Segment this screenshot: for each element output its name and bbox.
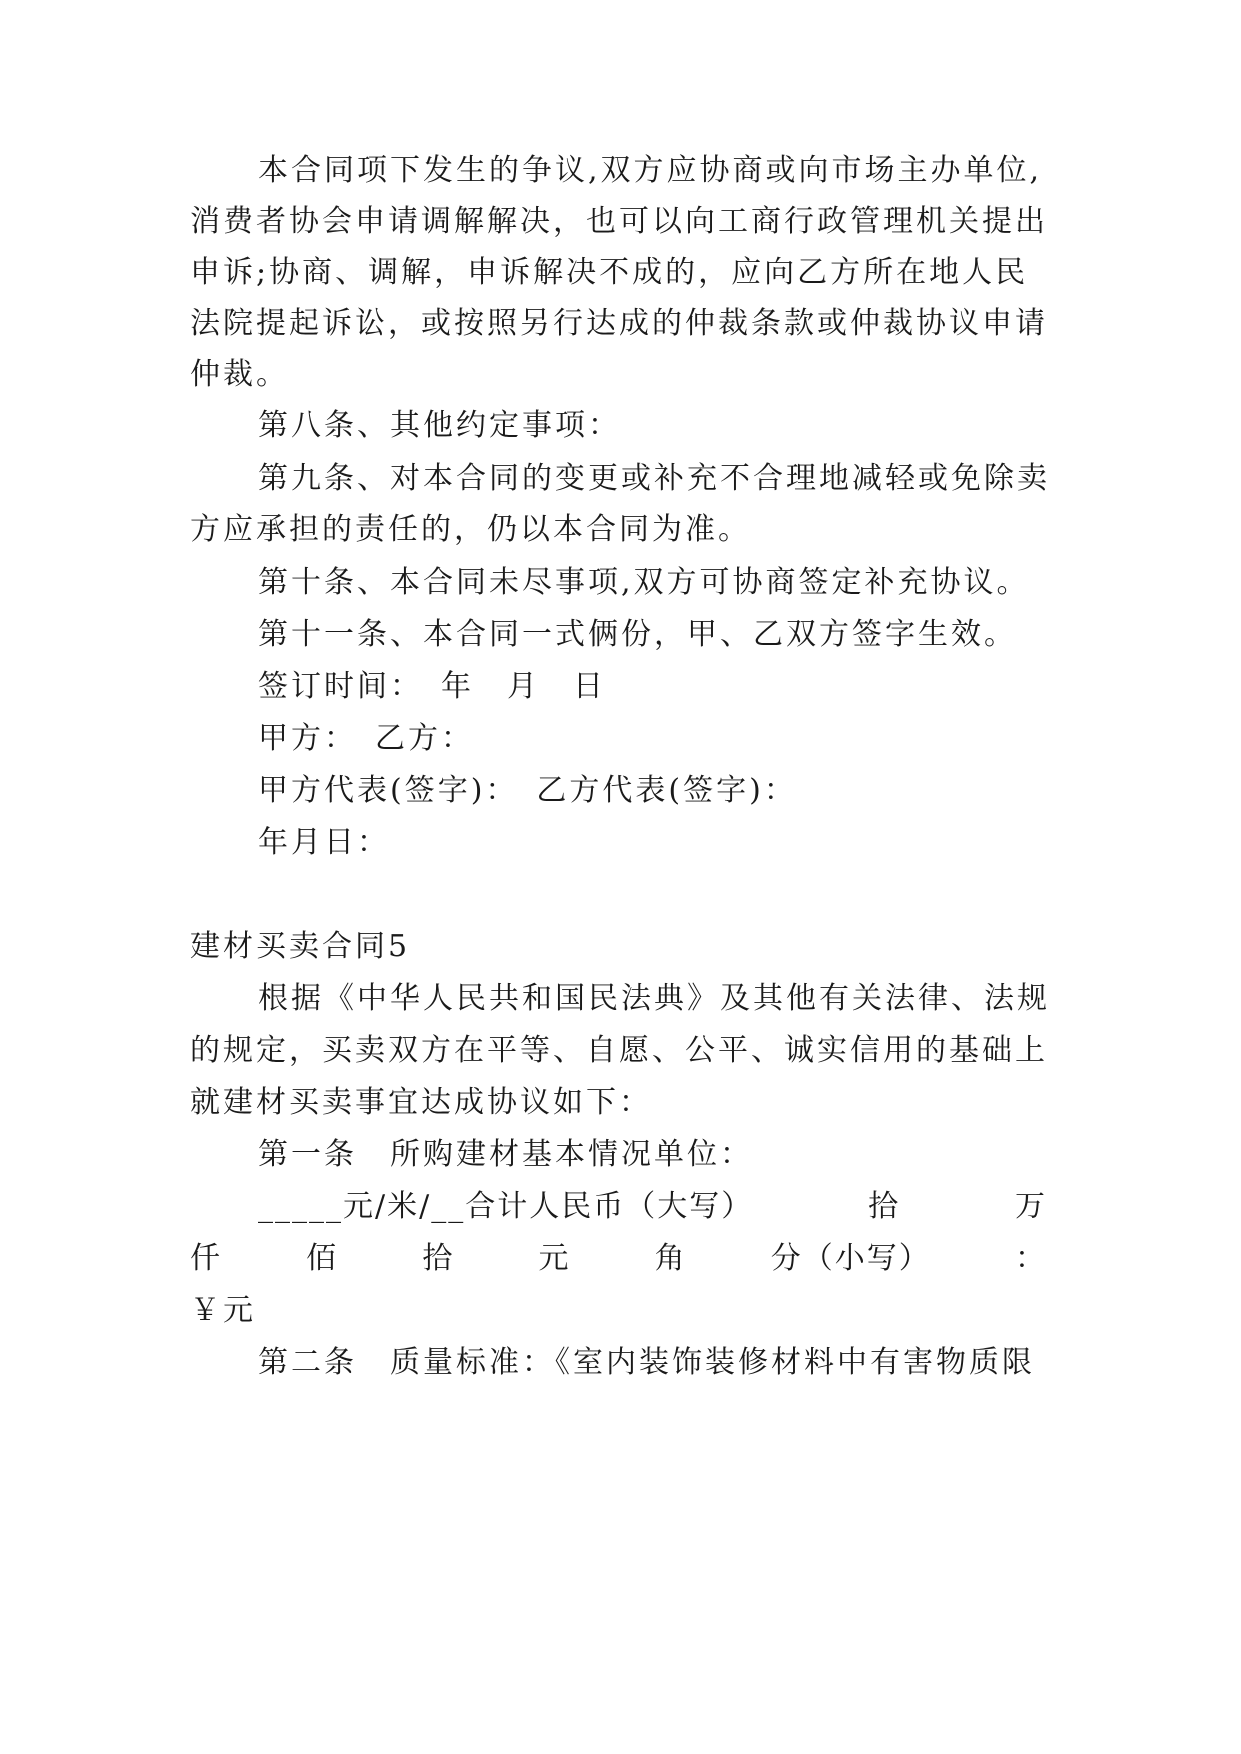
clause-1-heading: 第一条 所购建材基本情况单位：: [258, 1137, 753, 1172]
price-line-3: ￥元: [190, 1293, 256, 1328]
preamble-line-2: 的规定，买卖双方在平等、自愿、公平、诚实信用的基础上: [190, 1033, 1048, 1068]
paragraph-dispute-line-2: 消费者协会申请调解解决，也可以向工商行政管理机关提出: [190, 204, 1048, 239]
article-10: 第十条、本合同未尽事项,双方可协商签定补充协议。: [258, 565, 1030, 600]
article-8: 第八条、其他约定事项：: [258, 408, 621, 443]
price-line-2-jiao: 角: [654, 1241, 687, 1276]
signing-time: 签订时间： 年 月 日: [258, 669, 606, 704]
preamble-line-3: 就建材买卖事宜达成协议如下：: [190, 1085, 652, 1120]
paragraph-dispute-line-1: 本合同项下发生的争议,双方应协商或向市场主办单位,: [258, 153, 1043, 188]
price-line-2-qian: 仟: [190, 1241, 222, 1276]
paragraph-dispute-line-3: 申诉;协商、调解，申诉解决不成的，应向乙方所在地人民: [190, 255, 1029, 290]
parties-line: 甲方： 乙方：: [258, 721, 474, 756]
price-line-2-fen: 分（小写）: [770, 1241, 931, 1276]
price-line-1: [258, 1187, 1047, 1227]
price-line-1-text: _____元/米/__合计人民币（大写）: [258, 1189, 754, 1224]
preamble-line-1: 根据《中华人民共和国民法典》及其他有关法律、法规: [258, 981, 1050, 1016]
contract-title: 建材买卖合同5: [190, 929, 411, 964]
article-11: 第十一条、本合同一式俩份，甲、乙双方签字生效。: [258, 617, 1017, 652]
article-9-line-2: 方应承担的责任的，仍以本合同为准。: [190, 512, 751, 547]
price-line-2-colon: ：: [1014, 1241, 1047, 1276]
paragraph-dispute-line-5: 仲裁。: [190, 357, 289, 392]
article-9-line-1: 第九条、对本合同的变更或补充不合理地减轻或免除卖: [258, 461, 1050, 496]
price-line-2-bai: 佰: [306, 1241, 339, 1276]
price-line-2-yuan: 元: [538, 1241, 571, 1276]
price-line-1-shi: 拾: [868, 1189, 901, 1224]
paragraph-dispute-line-4: 法院提起诉讼，或按照另行达成的仲裁条款或仲裁协议申请: [190, 306, 1048, 341]
price-line-1-wan: 万: [1015, 1189, 1047, 1224]
price-line-2: [190, 1239, 1047, 1279]
clause-2-heading: 第二条 质量标准：《室内装饰装修材料中有害物质限: [258, 1345, 1035, 1380]
representatives-line: 甲方代表(签字)： 乙方代表(签字)：: [258, 773, 797, 808]
price-line-2-shi: 拾: [422, 1241, 455, 1276]
date-line: 年月日：: [258, 825, 390, 860]
